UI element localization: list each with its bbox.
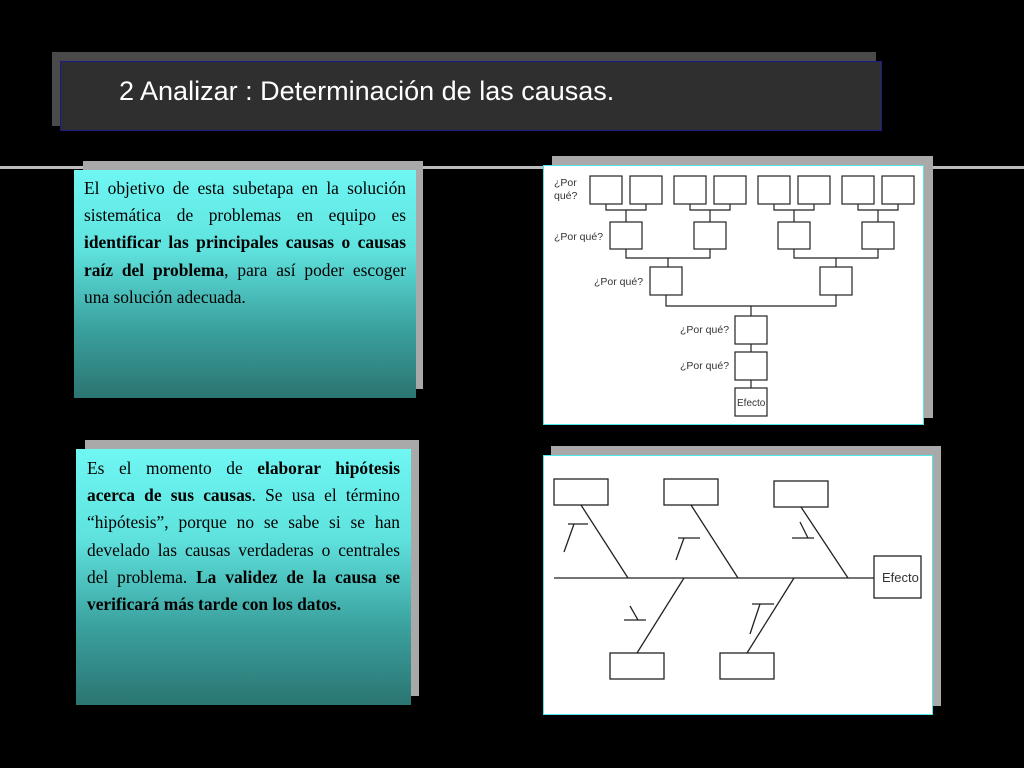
why-label-stem1: ¿Por qué? bbox=[680, 324, 730, 336]
objective-text-box bbox=[74, 170, 416, 398]
bottom-cause-box bbox=[720, 653, 774, 679]
objective-text-bold: identificar las principales causas o causas raíz del problema bbox=[84, 232, 406, 280]
level2-box bbox=[694, 222, 726, 249]
top-box bbox=[798, 176, 830, 204]
top-box bbox=[882, 176, 914, 204]
hypothesis-text-bold-a: elaborar hipótesis acerca de sus causas bbox=[87, 458, 400, 506]
why-effect-label: Efecto bbox=[737, 398, 766, 409]
level3-box bbox=[820, 267, 852, 295]
hypothesis-text-b: . Se usa el término “hipótesis”, porque no se sabe si se han develado las causas verdaderas o centrales del problema. bbox=[87, 485, 400, 587]
top-box bbox=[590, 176, 622, 204]
top-box bbox=[674, 176, 706, 204]
top-bone bbox=[581, 505, 628, 578]
why-label-top-2: qué? bbox=[554, 190, 578, 202]
why-label-stem2: ¿Por qué? bbox=[680, 360, 730, 372]
level2-box bbox=[862, 222, 894, 249]
top-cause-box bbox=[774, 481, 828, 507]
why-label-level3: ¿Por qué? bbox=[594, 276, 644, 288]
level3-box bbox=[650, 267, 682, 295]
top-cause-box bbox=[554, 479, 608, 505]
hypothesis-text-a: Es el momento de bbox=[87, 458, 258, 478]
bottom-cause-box bbox=[610, 653, 664, 679]
why-tree-diagram bbox=[543, 165, 924, 425]
fishbone-diagram bbox=[543, 455, 933, 715]
top-box bbox=[842, 176, 874, 204]
level2-box bbox=[778, 222, 810, 249]
stem-box bbox=[735, 352, 767, 380]
level2-box bbox=[610, 222, 642, 249]
top-box bbox=[630, 176, 662, 204]
objective-text-b: , para así poder escoger una solución adecuada. bbox=[84, 259, 407, 307]
why-tree-svg bbox=[544, 166, 922, 423]
bottom-bone bbox=[637, 578, 684, 653]
fishbone-svg bbox=[544, 456, 931, 713]
why-label-level2: ¿Por qué? bbox=[554, 231, 604, 243]
why-label-top-1: ¿Por bbox=[554, 177, 577, 189]
top-box bbox=[714, 176, 746, 204]
top-cause-box bbox=[664, 479, 718, 505]
slide-title: 2 Analizar : Determinación de las causas. bbox=[119, 76, 615, 106]
stem-box bbox=[735, 316, 767, 344]
top-box bbox=[758, 176, 790, 204]
objective-text-a: El objetivo de esta subetapa en la solución sistemática de problemas en equipo es bbox=[84, 178, 406, 226]
hypothesis-text-bold-b: La validez de la causa se verificará más tarde con los datos. bbox=[87, 566, 400, 615]
top-bone bbox=[801, 507, 848, 578]
bottom-bone bbox=[747, 578, 794, 653]
title-box bbox=[60, 61, 882, 131]
fishbone-effect-label: Efecto bbox=[882, 570, 919, 585]
hypothesis-text-box bbox=[76, 449, 411, 705]
top-bone bbox=[691, 505, 738, 578]
